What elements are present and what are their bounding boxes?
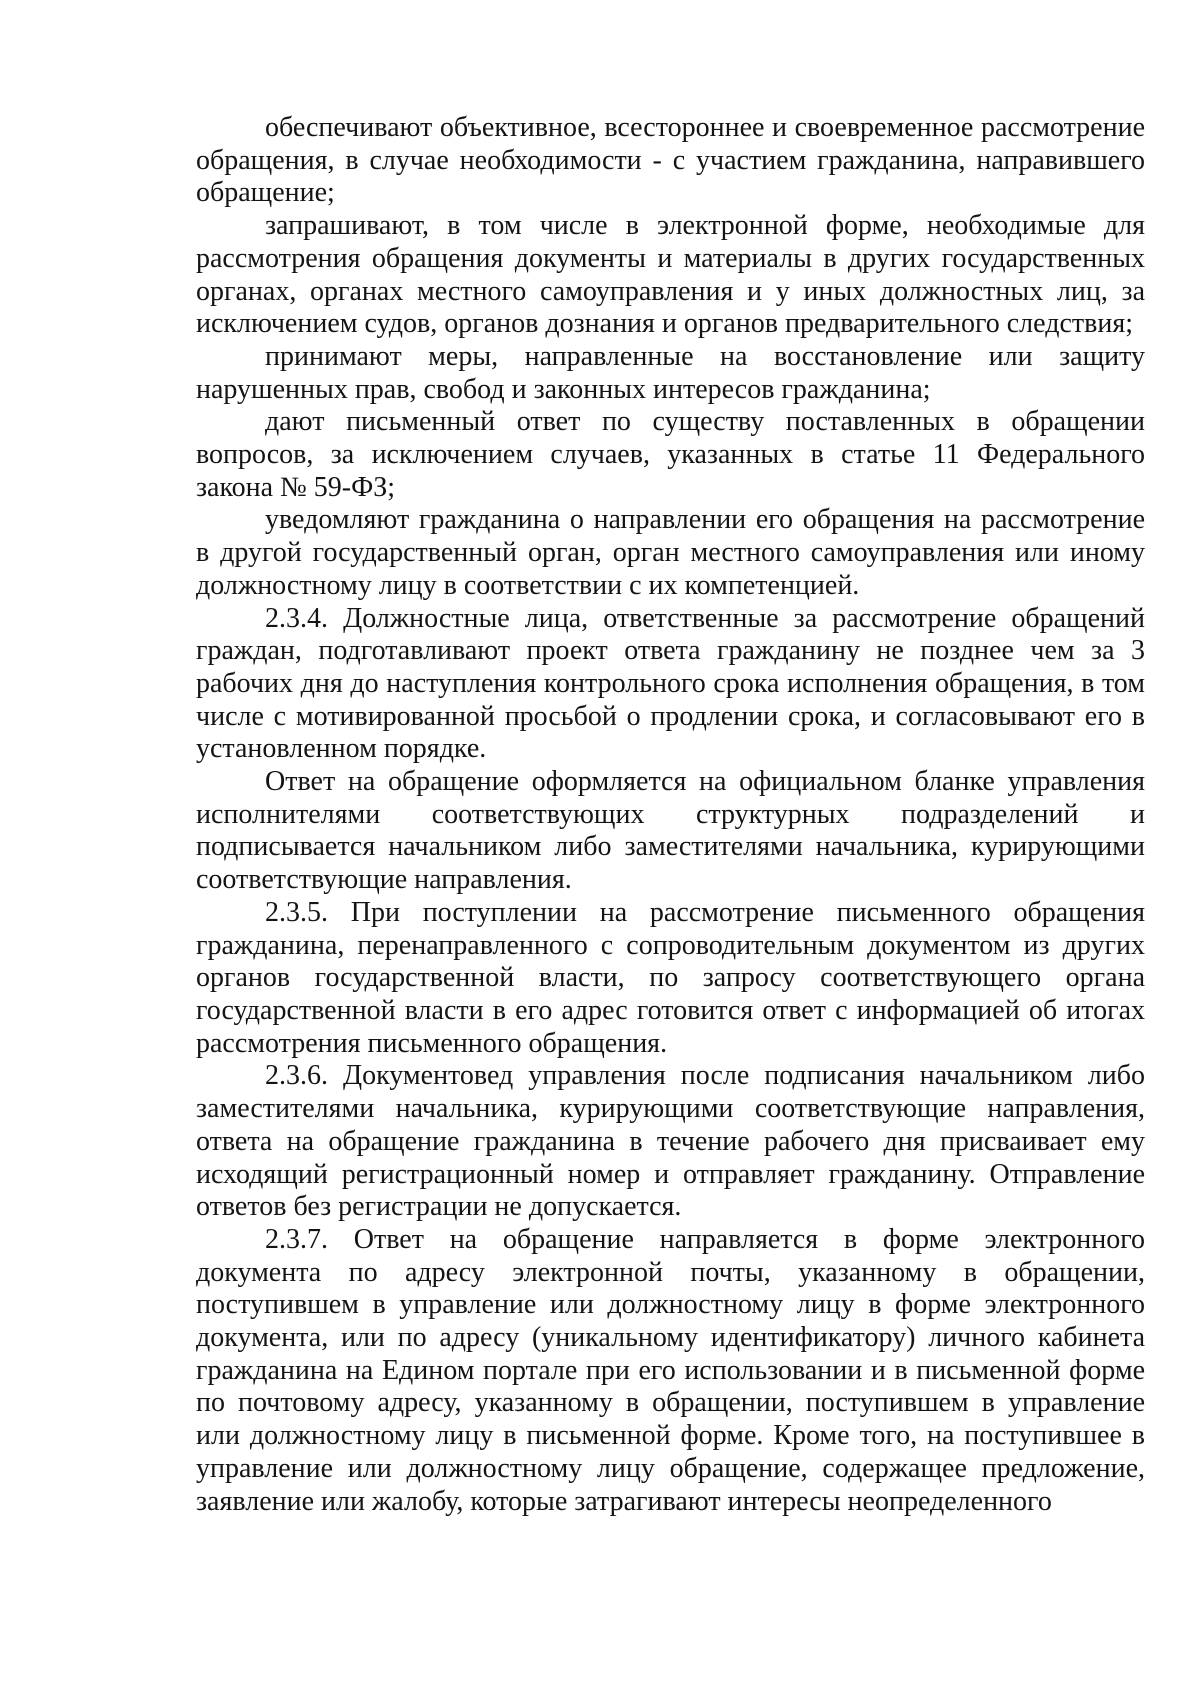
- paragraph-duties-review: обеспечивают объективное, всестороннее и своевременное рассмотрение обращения, в случае необходимости - с участием гражданина, направившего обращение;: [196, 112, 1145, 209]
- paragraph-answer-blank: Ответ на обращение оформляется на официальном бланке управления исполнителями соответствующих структурных подразделений и подписывается начальником либо заместителями начальника, курирующими соответствующие направления.: [196, 766, 1145, 896]
- paragraph-duties-request: запрашивают, в том числе в электронной форме, необходимые для рассмотрения обращения документы и материалы в других государственных органах, органах местного самоуправления и у иных должностных лиц, за исключением судов, органов дознания и органов предварительного следствия;: [196, 210, 1145, 340]
- paragraph-duties-answer: дают письменный ответ по существу поставленных в обращении вопросов, за исключением случаев, указанных в статье 11 Федерального закона № 59-ФЗ;: [196, 406, 1145, 503]
- paragraph-2-3-6: 2.3.6. Документовед управления после подписания начальником либо заместителями начальника, курирующими соответствующие направления, ответа на обращение гражданина в течение рабочего дня присваивает ему исходящий регистрационный номер и отправляет гражданину. Отправление ответов без регистрации не допускается.: [196, 1060, 1145, 1223]
- paragraph-duties-notify: уведомляют гражданина о направлении его обращения на рассмотрение в другой государственный орган, орган местного самоуправления или иному должностному лицу в соответствии с их компетенцией.: [196, 504, 1145, 601]
- paragraph-duties-measures: принимают меры, направленные на восстановление или защиту нарушенных прав, свобод и законных интересов гражданина;: [196, 340, 1145, 405]
- document-body: [196, 112, 1145, 1518]
- paragraph-2-3-4: 2.3.4. Должностные лица, ответственные за рассмотрение обращений граждан, подготавливают проект ответа гражданину не позднее чем за 3 рабочих дня до наступления контрольного срока исполнения обращения, в том числе с мотивированной просьбой о продлении срока, и согласовывают его в установленном порядке.: [196, 602, 1145, 765]
- paragraph-2-3-5: 2.3.5. При поступлении на рассмотрение письменного обращения гражданина, перенаправленного с сопроводительным документом из других органов государственной власти, по запросу соответствующего органа государственной власти в его адрес готовится ответ с информацией об итогах рассмотрения письменного обращения.: [196, 896, 1145, 1059]
- paragraph-2-3-7: 2.3.7. Ответ на обращение направляется в форме электронного документа по адресу электронной почты, указанному в обращении, поступившем в управление или должностному лицу в форме электронного документа, или по адресу (уникальному идентификатору) личного кабинета гражданина на Едином портале при его использовании и в письменной форме по почтовому адресу, указанному в обращении, поступившем в управление или должностному лицу в письменной форме. Кроме того, на поступившее в управление или должностному лицу обращение, содержащее предложение, заявление или жалобу, которые затрагивают интересы неопределенного: [196, 1223, 1145, 1517]
